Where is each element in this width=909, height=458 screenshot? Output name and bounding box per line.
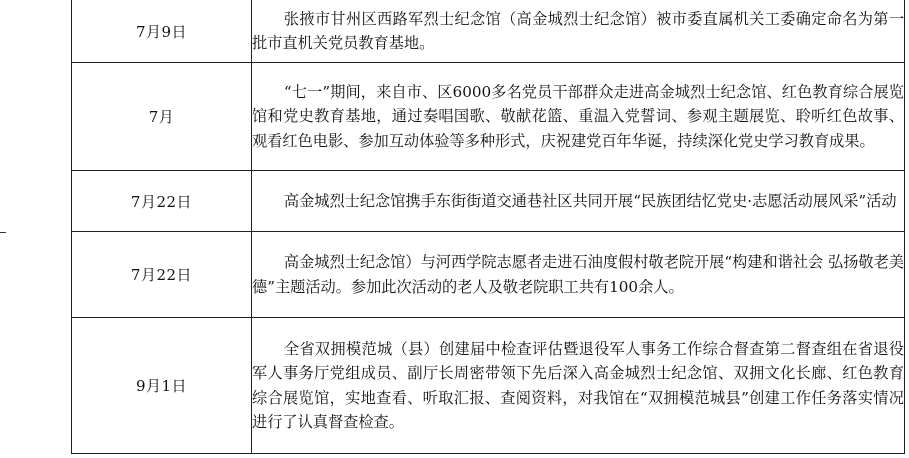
content-cell <box>252 318 905 454</box>
content-text: 高金城烈士纪念馆携手东街街道交通巷社区共同开展“民族团结忆党史·志愿活动展风采”活动 <box>283 191 897 210</box>
date-cell: 7月 <box>72 63 252 171</box>
date-cell: 9月1日 <box>72 318 252 454</box>
content-cell <box>252 63 905 171</box>
table-row <box>72 318 905 454</box>
table-row <box>72 0 905 63</box>
content-text: 高金城烈士纪念馆）与河西学院志愿者走进石油度假村敬老院开展“构建和谐社会 弘扬敬老美德”主题活动。参加此次活动的老人及敬老院职工共有100余人。 <box>252 253 904 296</box>
table-row <box>72 171 905 232</box>
content-text: 全省双拥模范城（县）创建届中检查评估暨退役军人事务工作综合督查第二督查组在省退役军人事务厅党组成员、副厅长周密带领下先后深入高金城烈士纪念馆、双拥文化长廊、红色教育综合展览馆，实地查看、听取汇报、查阅资料，对我馆在“双拥模范城县”创建工作任务落实情况进行了认真督查检查。 <box>252 339 904 431</box>
date-cell: 7月22日 <box>72 232 252 318</box>
content-text: “七一”期间，来自市、区6000多名党员干部群众走进高金城烈士纪念馆、红色教育综合展览馆和党史教育基地，通过奏唱国歌、敬献花篮、重温入党誓词、参观主题展览、聆听红色故事、观看红色电影、参加互动体验等多种形式，庆祝建党百年华诞，持续深化党史学习教育成果。 <box>252 82 904 150</box>
left-margin-mark <box>0 232 6 233</box>
table-row <box>72 232 905 318</box>
chronicle-table <box>71 0 905 454</box>
date-cell: 7月22日 <box>72 171 252 232</box>
content-cell <box>252 232 905 318</box>
content-cell <box>252 171 905 232</box>
date-cell: 7月9日 <box>72 0 252 63</box>
table-row <box>72 63 905 171</box>
content-text: 张掖市甘州区西路军烈士纪念馆（高金城烈士纪念馆）被市委直属机关工委确定命名为第一批市直机关党员教育基地。 <box>252 9 904 52</box>
content-cell <box>252 0 905 63</box>
